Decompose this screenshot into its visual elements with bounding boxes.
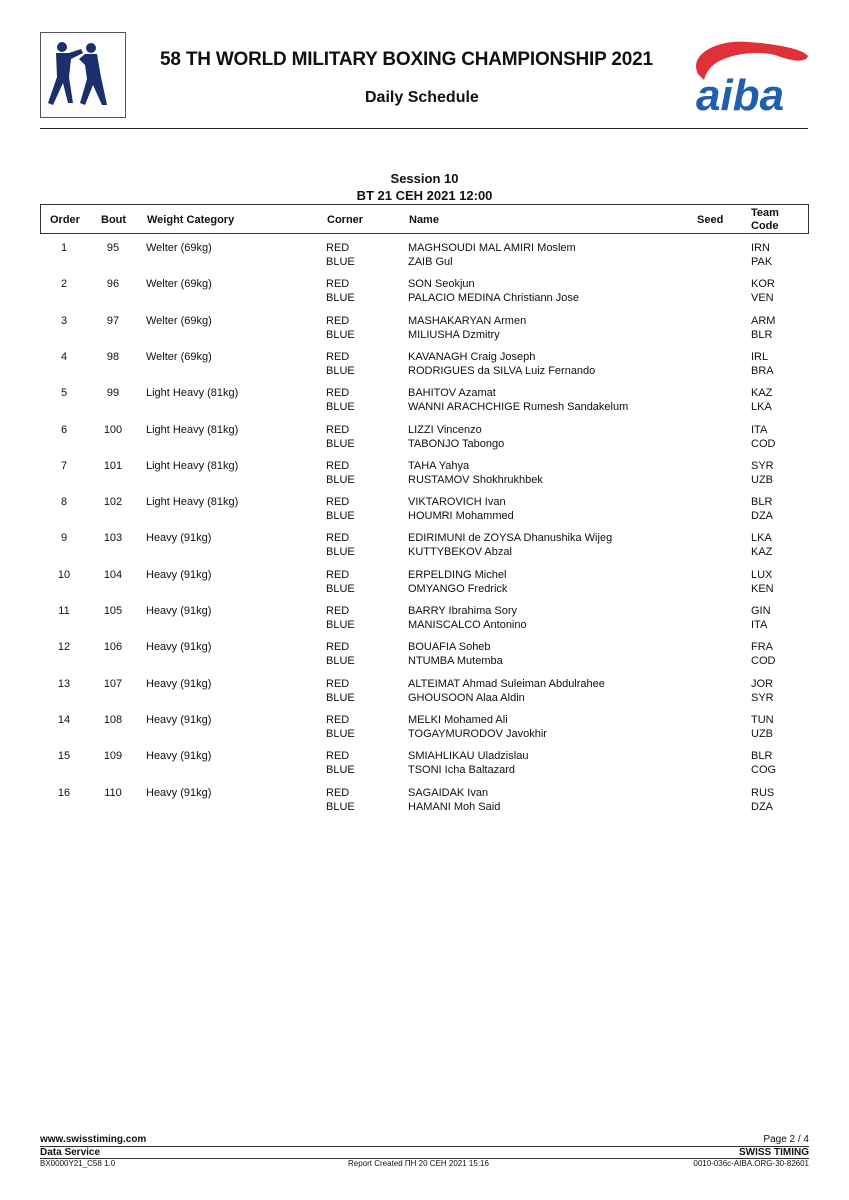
red-boxer-name: SON Seokjun <box>408 278 475 291</box>
table-row <box>40 315 809 345</box>
corner-red: RED <box>326 459 350 472</box>
blue-team-code: VEN <box>751 292 774 305</box>
blue-boxer-name: MANISCALCO Antonino <box>408 619 527 631</box>
bout-number: 100 <box>103 423 123 436</box>
col-team: Team <box>751 207 779 219</box>
corner-red: RED <box>326 242 350 254</box>
blue-team-code: SYR <box>751 691 774 704</box>
bout-order: 1 <box>60 242 68 254</box>
corner-red: RED <box>326 314 350 327</box>
bout-order: 2 <box>60 278 68 291</box>
svg-text:aiba: aiba <box>696 71 785 114</box>
red-team-code: SYR <box>751 459 774 472</box>
weight-category: Heavy (91kg) <box>146 532 212 545</box>
bout-number: 99 <box>106 387 120 400</box>
corner-blue: BLUE <box>326 292 355 305</box>
blue-team-code: DZA <box>751 800 773 813</box>
red-boxer-name: TAHA Yahya <box>408 459 470 472</box>
table-row <box>40 714 809 744</box>
brand-label: SWISS TIMING <box>739 1147 809 1158</box>
bout-number: 103 <box>103 532 123 545</box>
blue-boxer-name: WANNI ARACHCHIGE Rumesh Sandakelum <box>408 401 629 414</box>
table-row <box>40 678 809 708</box>
bout-order: 15 <box>57 750 71 763</box>
red-team-code: KOR <box>751 278 775 291</box>
document-subtitle: Daily Schedule <box>365 89 479 106</box>
weight-category: Heavy (91kg) <box>146 605 212 617</box>
bout-order: 7 <box>60 459 68 472</box>
table-row <box>40 424 809 454</box>
corner-blue: BLUE <box>326 727 355 740</box>
red-boxer-name: ALTEIMAT Ahmad Suleiman Abdulrahee <box>408 677 605 690</box>
blue-boxer-name: GHOUSOON Alaa Aldin <box>408 691 525 704</box>
red-boxer-name: MELKI Mohamed Ali <box>408 713 508 726</box>
blue-boxer-name: MILIUSHA Dzmitry <box>408 328 500 341</box>
document-title: 58 TH WORLD MILITARY BOXING CHAMPIONSHIP 2021 <box>160 49 653 70</box>
bout-order: 4 <box>60 350 68 363</box>
table-row <box>40 569 809 599</box>
bout-order: 16 <box>57 786 71 799</box>
weight-category: Heavy (91kg) <box>146 568 212 581</box>
weight-category: Heavy (91kg) <box>146 713 212 726</box>
report-code: BX0000Y21_C58 1.0 <box>40 1159 116 1168</box>
table-row <box>40 242 809 272</box>
col-name: Name <box>409 214 439 226</box>
corner-blue: BLUE <box>326 510 355 523</box>
weight-category: Welter (69kg) <box>146 314 212 327</box>
corner-red: RED <box>326 387 350 400</box>
red-team-code: JOR <box>751 677 773 690</box>
corner-blue: BLUE <box>326 619 355 631</box>
red-team-code: ITA <box>751 423 768 436</box>
blue-boxer-name: TOGAYMURODOV Javokhir <box>408 727 547 740</box>
weight-category: Welter (69kg) <box>146 242 212 254</box>
col-weight: Weight Category <box>147 214 235 226</box>
corner-blue: BLUE <box>326 800 355 813</box>
corner-blue: BLUE <box>326 364 355 377</box>
col-bout: Bout <box>101 214 127 226</box>
bout-number: 96 <box>106 278 120 291</box>
red-boxer-name: BOUAFIA Soheb <box>408 641 491 654</box>
weight-category: Light Heavy (81kg) <box>146 459 239 472</box>
corner-blue: BLUE <box>326 437 355 450</box>
bout-order: 6 <box>60 423 68 436</box>
red-team-code: BLR <box>751 750 773 763</box>
red-boxer-name: KAVANAGH Craig Joseph <box>408 350 536 363</box>
col-order: Order <box>50 214 80 226</box>
weight-category: Heavy (91kg) <box>146 641 212 654</box>
corner-blue: BLUE <box>326 256 355 268</box>
header-divider <box>40 128 808 129</box>
blue-boxer-name: RUSTAMOV Shokhrukhbek <box>408 473 543 486</box>
blue-team-code: DZA <box>751 510 773 523</box>
blue-boxer-name: ZAIB Gul <box>408 256 453 268</box>
blue-team-code: LKA <box>751 401 772 414</box>
red-team-code: KAZ <box>751 387 773 400</box>
blue-team-code: UZB <box>751 727 773 740</box>
table-row <box>40 787 809 817</box>
red-team-code: GIN <box>751 605 771 617</box>
blue-team-code: COD <box>751 655 776 668</box>
bout-number: 95 <box>106 242 120 254</box>
blue-boxer-name: HOUMRI Mohammed <box>408 510 514 523</box>
red-boxer-name: LIZZI Vincenzo <box>408 423 482 436</box>
corner-red: RED <box>326 605 350 617</box>
bout-number: 109 <box>103 750 123 763</box>
corner-red: RED <box>326 641 350 654</box>
table-row <box>40 460 809 490</box>
red-team-code: IRL <box>751 350 769 363</box>
corner-red: RED <box>326 496 350 509</box>
red-boxer-name: VIKTAROVICH Ivan <box>408 496 506 509</box>
table-row <box>40 387 809 417</box>
blue-boxer-name: TABONJO Tabongo <box>408 437 505 450</box>
bout-order: 3 <box>60 314 68 327</box>
weight-category: Light Heavy (81kg) <box>146 387 239 400</box>
corner-red: RED <box>326 350 350 363</box>
red-team-code: TUN <box>751 713 774 726</box>
corner-blue: BLUE <box>326 582 355 595</box>
corner-blue: BLUE <box>326 546 355 559</box>
blue-boxer-name: PALACIO MEDINA Christiann Jose <box>408 292 579 305</box>
session-datetime: BT 21 CEH 2021 12:00 <box>356 188 493 203</box>
blue-team-code: KEN <box>751 582 774 595</box>
blue-team-code: COD <box>751 437 776 450</box>
table-row <box>40 351 809 381</box>
bout-order: 8 <box>60 496 68 509</box>
blue-boxer-name: HAMANI Moh Said <box>408 800 501 813</box>
corner-red: RED <box>326 532 350 545</box>
red-team-code: RUS <box>751 786 775 799</box>
weight-category: Welter (69kg) <box>146 350 212 363</box>
boxers-logo <box>40 32 126 118</box>
corner-red: RED <box>326 786 350 799</box>
corner-red: RED <box>326 423 350 436</box>
blue-boxer-name: NTUMBA Mutemba <box>408 655 503 668</box>
red-team-code: IRN <box>751 242 770 254</box>
weight-category: Heavy (91kg) <box>146 750 212 763</box>
session-title: Session 10 <box>390 171 459 186</box>
bout-number: 104 <box>103 568 123 581</box>
bout-number: 101 <box>103 459 123 472</box>
blue-team-code: COG <box>751 764 777 777</box>
corner-blue: BLUE <box>326 473 355 486</box>
weight-category: Heavy (91kg) <box>146 677 212 690</box>
blue-boxer-name: KUTTYBEKOV Abzal <box>408 546 512 559</box>
bout-order: 14 <box>57 713 71 726</box>
table-header <box>40 204 809 234</box>
red-team-code: FRA <box>751 641 773 654</box>
bout-order: 13 <box>57 677 71 690</box>
red-boxer-name: SAGAIDAK Ivan <box>408 786 489 799</box>
report-created: Report Created ПН 20 СЕН 2021 15:16 <box>348 1159 489 1168</box>
bout-order: 12 <box>57 641 71 654</box>
data-service-label: Data Service <box>40 1147 101 1158</box>
weight-category: Light Heavy (81kg) <box>146 496 239 509</box>
red-boxer-name: SMIAHLIKAU Uladzislau <box>408 750 529 763</box>
blue-team-code: UZB <box>751 473 773 486</box>
bout-number: 106 <box>103 641 123 654</box>
col-corner: Corner <box>327 214 364 226</box>
corner-blue: BLUE <box>326 328 355 341</box>
blue-team-code: KAZ <box>751 546 773 559</box>
col-team-code: Code <box>751 220 779 232</box>
blue-team-code: PAK <box>751 256 773 268</box>
footer <box>40 1133 809 1173</box>
weight-category: Light Heavy (81kg) <box>146 423 239 436</box>
bout-number: 98 <box>106 350 120 363</box>
blue-boxer-name: RODRIGUES da SILVA Luiz Fernando <box>408 364 596 377</box>
aiba-logo <box>678 34 812 114</box>
table-row <box>40 605 809 635</box>
bout-order: 11 <box>58 605 70 617</box>
report-ref: 0010-036c-AIBA.ORG-30-82601 <box>693 1159 809 1168</box>
bout-order: 10 <box>57 568 71 581</box>
blue-team-code: BLR <box>751 328 773 341</box>
table-row <box>40 278 809 308</box>
corner-red: RED <box>326 568 350 581</box>
col-seed: Seed <box>697 214 724 226</box>
bout-number: 102 <box>103 496 123 509</box>
blue-team-code: BRA <box>751 364 774 377</box>
website-link[interactable]: www.swisstiming.com <box>40 1134 147 1145</box>
weight-category: Welter (69kg) <box>146 278 212 291</box>
bout-order: 5 <box>60 387 68 400</box>
blue-boxer-name: TSONI Icha Baltazard <box>408 764 515 777</box>
table-row <box>40 750 809 780</box>
footer-divider <box>40 1146 809 1147</box>
red-team-code: LKA <box>751 532 772 545</box>
corner-blue: BLUE <box>326 655 355 668</box>
table-row <box>40 496 809 526</box>
table-row <box>40 532 809 562</box>
bout-number: 108 <box>103 713 123 726</box>
corner-blue: BLUE <box>326 401 355 414</box>
red-team-code: BLR <box>751 496 773 509</box>
red-boxer-name: BAHITOV Azamat <box>408 387 496 400</box>
corner-blue: BLUE <box>326 764 355 777</box>
blue-team-code: ITA <box>751 619 768 631</box>
bout-number: 97 <box>106 314 120 327</box>
red-boxer-name: BARRY Ibrahima Sory <box>408 605 518 617</box>
blue-boxer-name: OMYANGO Fredrick <box>408 582 508 595</box>
red-boxer-name: EDIRIMUNI de ZOYSA Dhanushika Wijeg <box>408 532 613 545</box>
corner-red: RED <box>326 713 350 726</box>
red-boxer-name: MAGHSOUDI MAL AMIRI Moslem <box>408 242 576 254</box>
corner-red: RED <box>326 750 350 763</box>
red-boxer-name: MASHAKARYAN Armen <box>408 314 527 327</box>
table-row <box>40 641 809 671</box>
corner-red: RED <box>326 677 350 690</box>
weight-category: Heavy (91kg) <box>146 786 212 799</box>
bout-number: 110 <box>104 786 122 799</box>
red-team-code: LUX <box>751 568 773 581</box>
bout-order: 9 <box>60 532 68 545</box>
bout-number: 107 <box>103 677 123 690</box>
red-boxer-name: ERPELDING Michel <box>408 568 507 581</box>
page-number: Page 2 / 4 <box>763 1134 809 1145</box>
bout-number: 105 <box>103 605 123 617</box>
corner-blue: BLUE <box>326 691 355 704</box>
red-team-code: ARM <box>751 314 776 327</box>
corner-red: RED <box>326 278 350 291</box>
